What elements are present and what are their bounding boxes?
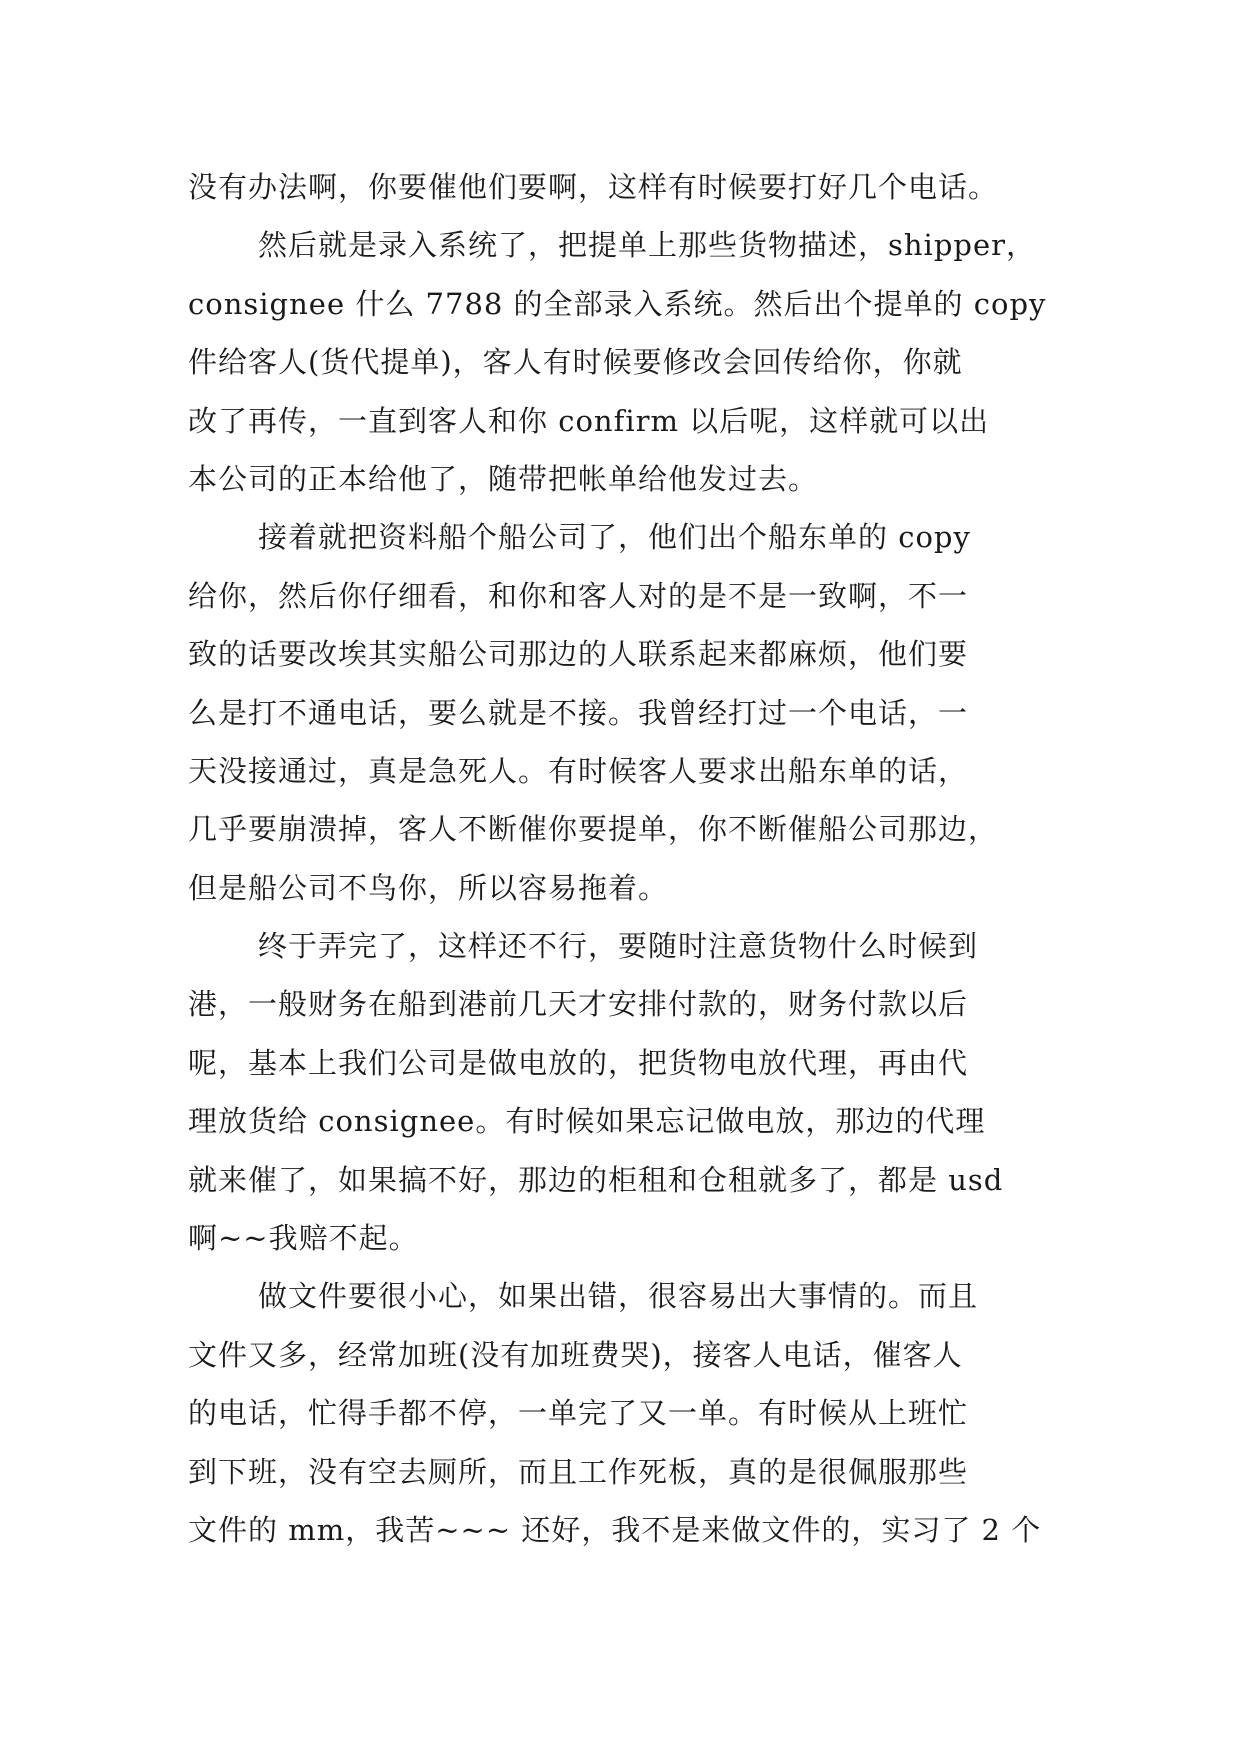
paragraph-4	[188, 917, 1088, 1267]
text-line: 天没接通过，真是急死人。有时候客人要求出船东单的话，	[188, 753, 969, 788]
paragraph-5	[188, 1267, 1088, 1559]
text-line: 么是打不通电话，要么就是不接。我曾经打过一个电话，一	[188, 695, 969, 730]
text-line: 几乎要崩溃掉，客人不断催你要提单，你不断催船公司那边，	[188, 812, 999, 847]
text-line: 港，一般财务在船到港前几天才安排付款的，财务付款以后	[188, 987, 969, 1022]
text-line: 件给客人(货代提单)，客人有时候要修改会回传给你，你就	[188, 345, 963, 380]
text-line: 本公司的正本给他了，随带把帐单给他发过去。	[188, 461, 819, 496]
text-line: consignee 什么 7788 的全部录入系统。然后出个提单的 copy	[188, 286, 1047, 321]
text-line: 做文件要很小心，如果出错，很容易出大事情的。而且	[258, 1279, 979, 1314]
text-line: 就来催了，如果搞不好，那边的柜租和仓租就多了，都是 usd	[188, 1162, 1004, 1197]
text-line: 但是船公司不鸟你，所以容易拖着。	[188, 870, 669, 905]
text-line: 没有办法啊，你要催他们要啊，这样有时候要打好几个电话。	[188, 170, 999, 204]
text-line: 致的话要改埃其实船公司那边的人联系起来都麻烦，他们要	[188, 637, 969, 672]
text-line: 呢，基本上我们公司是做电放的，把货物电放代理，再由代	[188, 1045, 969, 1080]
text-line: 改了再传，一直到客人和你 confirm 以后呢，这样就可以出	[188, 403, 990, 438]
text-line: 理放货给 consignee。有时候如果忘记做电放，那边的代理	[188, 1104, 986, 1139]
text-line: 的电话，忙得手都不停，一单完了又一单。有时候从上班忙	[188, 1396, 969, 1431]
text-line: 然后就是录入系统了，把提单上那些货物描述，shipper，	[258, 228, 1036, 263]
text-line: 给你，然后你仔细看，和你和客人对的是不是一致啊，不一	[188, 578, 969, 613]
text-line: 啊~~我赔不起。	[188, 1221, 419, 1256]
text-line: 到下班，没有空去厕所，而且工作死板，真的是很佩服那些	[188, 1454, 969, 1489]
text-line: 文件又多，经常加班(没有加班费哭)，接客人电话，催客人	[188, 1337, 963, 1372]
text-line: 终于弄完了，这样还不行，要随时注意货物什么时候到	[258, 929, 979, 964]
paragraph-2	[188, 216, 1088, 508]
text-line: 文件的 mm，我苦~~~ 还好，我不是来做文件的，实习了 2 个	[188, 1512, 1042, 1547]
paragraph-3	[188, 508, 1088, 917]
paragraph-1	[188, 158, 1088, 216]
body-text	[188, 158, 1088, 1559]
text-line: 接着就把资料船个船公司了，他们出个船东单的 copy	[258, 520, 971, 555]
